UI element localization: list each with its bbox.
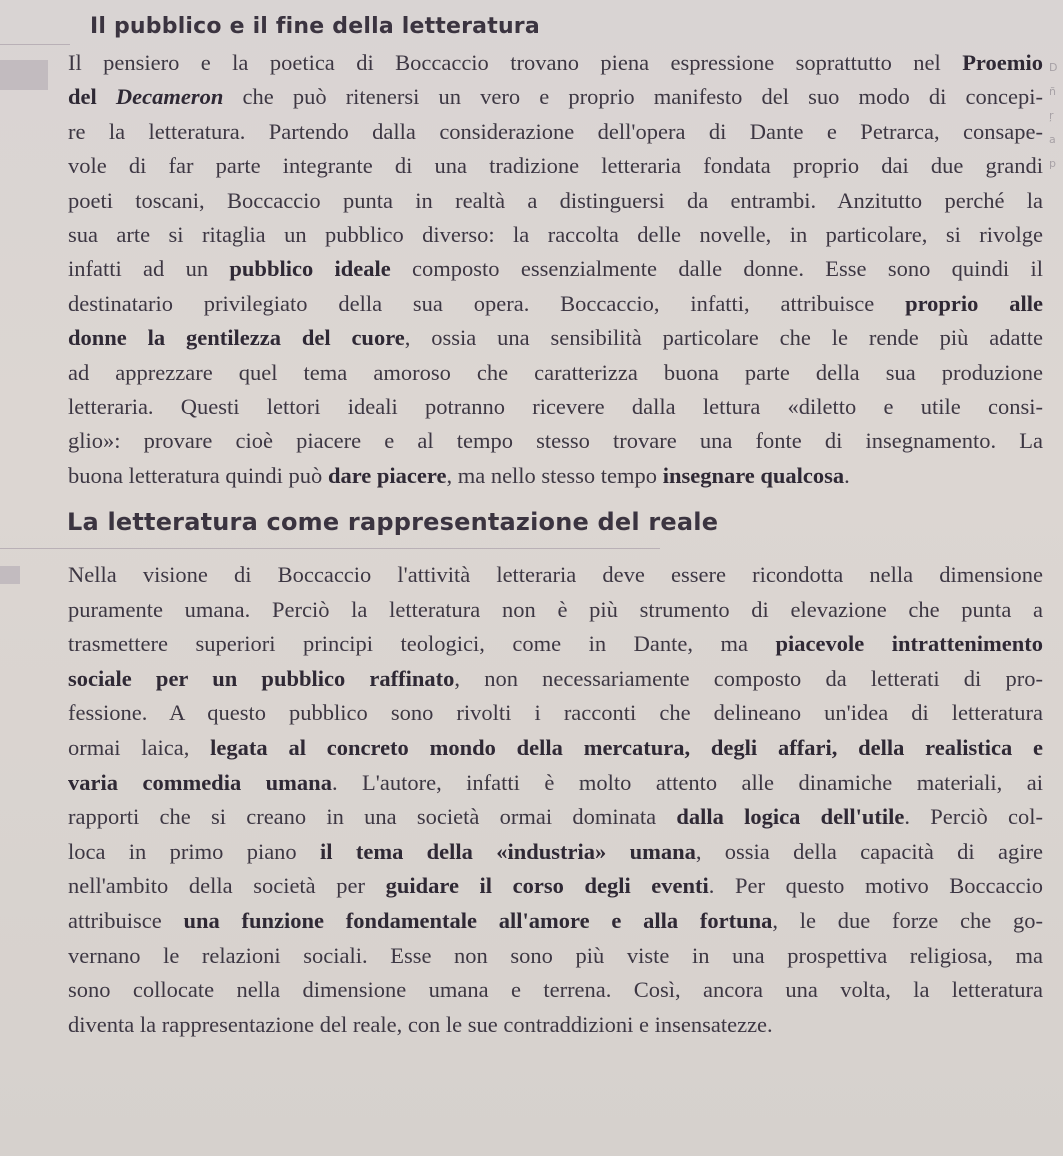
paragraph-pubblico-line: ad apprezzare quel tema amoroso che caratterizza buona parte della sua produzione	[68, 359, 1043, 385]
paragraph-reale-line: rapporti che si creano in una società ormai dominata dalla logica dell'utile. Perciò col-	[68, 804, 1043, 830]
paragraph-reale-line: puramente umana. Perciò la letteratura non è più strumento di elevazione che punta a	[68, 596, 1043, 622]
page-edge-fragments	[1049, 56, 1063, 176]
paragraph-pubblico	[68, 46, 1043, 493]
title-rule-middle	[0, 548, 660, 549]
paragraph-pubblico-line: poeti toscani, Boccaccio punta in realtà a distinguersi da entrambi. Anzitutto perché la	[68, 187, 1043, 213]
paragraph-pubblico-line: sua arte si ritaglia un pubblico diverso: la raccolta delle novelle, in particolare, si rivolge	[68, 222, 1043, 248]
paragraph-reale-line: attribuisce una funzione fondamentale all'amore e alla fortuna, le due forze che go-	[68, 907, 1043, 933]
paragraph-pubblico-line: buona letteratura quindi può dare piacere, ma nello stesso tempo insegnare qualcosa.	[68, 462, 850, 488]
paragraph-reale-line: sono collocate nella dimensione umana e terrena. Così, ancora una volta, la letteratura	[68, 977, 1043, 1003]
paragraph-pubblico-line: Il pensiero e la poetica di Boccaccio trovano piena espressione soprattutto nel Proemio	[68, 50, 1043, 75]
paragraph-reale-line: sociale per un pubblico raffinato, non necessariamente composto da letterati di pro-	[68, 665, 1043, 691]
edge-fragment: D	[1049, 61, 1058, 74]
paragraph-reale-line: nell'ambito della società per guidare il corso degli eventi. Per questo motivo Boccaccio	[68, 873, 1043, 899]
edge-fragment: ñ	[1049, 85, 1056, 98]
edge-fragment: ŗ	[1049, 109, 1054, 122]
paragraph-reale-line: loca in primo piano il tema della «industria» umana, ossia della capacità di agire	[68, 838, 1043, 864]
paragraph-pubblico-line: destinatario privilegiato della sua opera. Boccaccio, infatti, attribuisce proprio alle	[68, 290, 1043, 316]
edge-fragment: p	[1049, 157, 1056, 170]
paragraph-reale-line: diventa la rappresentazione del reale, con le sue contraddizioni e insensatezze.	[68, 1011, 773, 1037]
paragraph-pubblico-line: donne la gentilezza del cuore, ossia una sensibilità particolare che le rende più adatte	[68, 325, 1043, 351]
section-title-pubblico: Il pubblico e il fine della letteratura	[90, 14, 540, 39]
section-title-reale: La letteratura come rappresentazione del reale	[67, 508, 719, 536]
margin-marker-top	[0, 60, 48, 90]
paragraph-pubblico-line: glio»: provare cioè piacere e al tempo stesso trovare una fonte di insegnamento. La	[68, 428, 1043, 454]
paragraph-pubblico-line: del Decameron che può ritenersi un vero e proprio manifesto del suo modo di concepi-	[68, 84, 1043, 110]
paragraph-reale-line: vernano le relazioni sociali. Esse non sono più viste in una prospettiva religiosa, ma	[68, 942, 1043, 968]
paragraph-reale	[68, 558, 1043, 1042]
paragraph-pubblico-line: letteraria. Questi lettori ideali potranno ricevere dalla lettura «diletto e utile consi-	[68, 394, 1043, 420]
paragraph-pubblico-line: infatti ad un pubblico ideale composto essenzialmente dalle donne. Esse sono quindi il	[68, 256, 1043, 282]
paragraph-reale-line: fessione. A questo pubblico sono rivolti i racconti che delineano un'idea di letteratura	[68, 700, 1043, 726]
paragraph-pubblico-line: vole di far parte integrante di una tradizione letteraria fondata proprio dai due grandi	[68, 153, 1043, 179]
edge-fragment: a	[1049, 133, 1056, 146]
paragraph-pubblico-line: re la letteratura. Partendo dalla considerazione dell'opera di Dante e Petrarca, consape-	[68, 118, 1043, 144]
paragraph-reale-line: ormai laica, legata al concreto mondo della mercatura, degli affari, della realistica e	[68, 734, 1043, 760]
margin-marker-bottom	[0, 566, 20, 584]
paragraph-reale-line: varia commedia umana. L'autore, infatti è molto attento alle dinamiche materiali, ai	[68, 769, 1043, 795]
title-rule-top	[0, 44, 70, 45]
paragraph-reale-line: Nella visione di Boccaccio l'attività letteraria deve essere ricondotta nella dimensione	[68, 562, 1043, 587]
paragraph-reale-line: trasmettere superiori principi teologici, come in Dante, ma piacevole intrattenimento	[68, 631, 1043, 657]
